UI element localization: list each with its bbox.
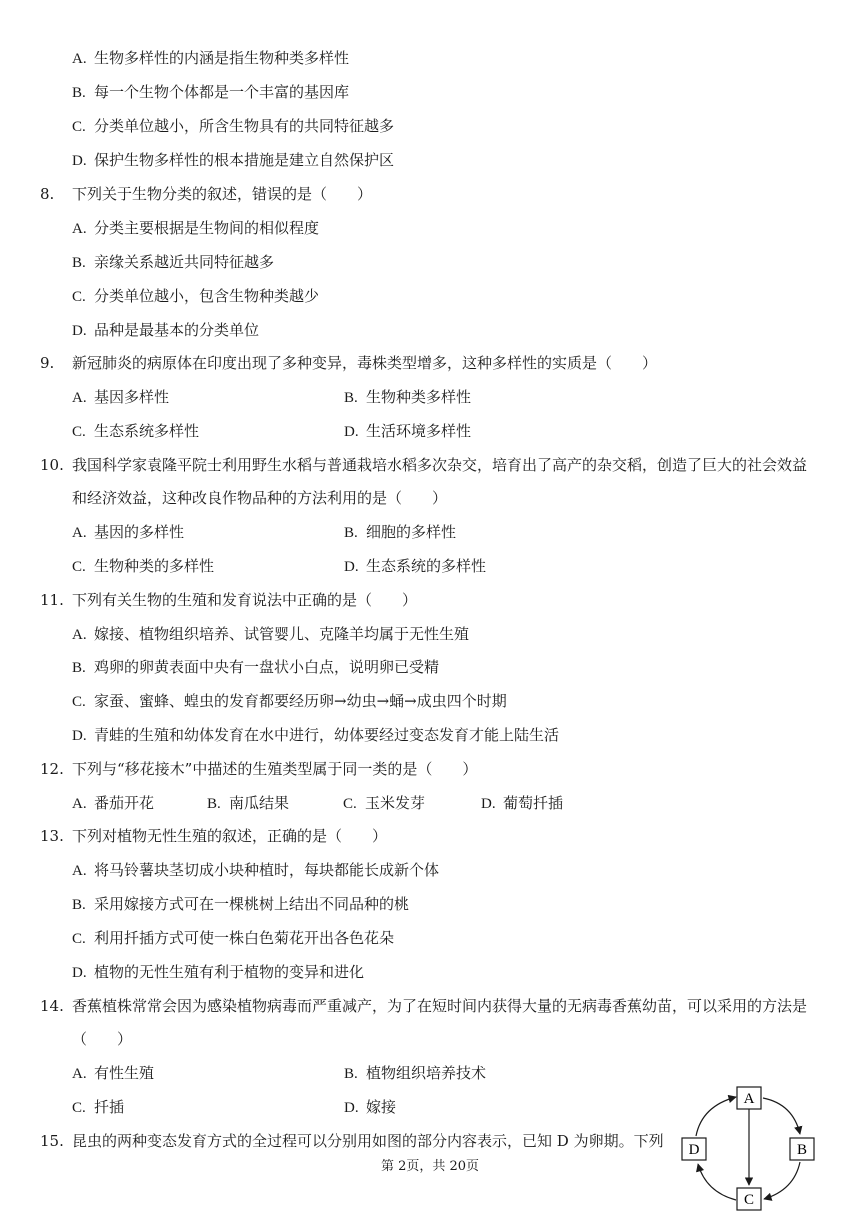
q12-option-a: A. 番茄开花 [72, 794, 155, 812]
q10-stem-line2: 和经济效益，这种改良作物品种的方法利用的是（ ） [72, 489, 448, 507]
q10-option-b: B. 细胞的多样性 [344, 523, 457, 541]
q11-option-b: B. 鸡卵的卵黄表面中央有一盘状小白点，说明卵已受精 [72, 658, 440, 676]
q15-number: 15. [40, 1132, 64, 1150]
q10-option-c: C. 生物种类的多样性 [72, 557, 215, 575]
q14-option-d: D. 嫁接 [344, 1098, 397, 1116]
q7-option-d: D. 保护生物多样性的根本措施是建立自然保护区 [72, 151, 395, 169]
q13-option-c: C. 利用扦插方式可使一株白色菊花开出各色花朵 [72, 929, 395, 947]
q10-option-d: D. 生态系统的多样性 [344, 557, 487, 575]
q7-option-c: C. 分类单位越小，所含生物具有的共同特征越多 [72, 117, 395, 135]
life-cycle-diagram [676, 1082, 822, 1214]
q7-option-b: B. 每一个生物个体都是一个丰富的基因库 [72, 83, 350, 101]
q12-option-b: B. 南瓜结果 [207, 794, 290, 812]
svg-text:A: A [743, 1091, 755, 1107]
q8-option-d: D. 品种是最基本的分类单位 [72, 321, 260, 339]
q11-option-a: A. 嫁接、植物组织培养、试管婴儿、克隆羊均属于无性生殖 [72, 625, 470, 643]
q11-option-d: D. 青蛙的生殖和幼体发育在水中进行，幼体要经过变态发育才能上陆生活 [72, 726, 560, 744]
arrow-a-to-b [763, 1098, 800, 1134]
q13-number: 13. [40, 827, 64, 845]
q11-option-c: C. 家蚕、蜜蜂、蝗虫的发育都要经历卵→幼虫→蛹→成虫四个时期 [72, 692, 507, 710]
q14-number: 14. [40, 997, 64, 1015]
q8-stem: 下列关于生物分类的叙述，错误的是（ ） [72, 185, 373, 203]
q10-number: 10. [40, 456, 64, 474]
q8-option-a: A. 分类主要根据是生物间的相似程度 [72, 219, 320, 237]
q14-stem-line1: 香蕉植株常常会因为感染植物病毒而严重减产，为了在短时间内获得大量的无病毒香蕉幼苗，可以采用的方法是 [72, 997, 808, 1015]
node-b [790, 1138, 814, 1160]
q14-option-c: C. 扦插 [72, 1098, 125, 1116]
q9-option-c: C. 生态系统多样性 [72, 422, 200, 440]
q13-stem: 下列对植物无性生殖的叙述，正确的是（ ） [72, 827, 388, 845]
q13-option-d: D. 植物的无性生殖有利于植物的变异和进化 [72, 963, 365, 981]
q9-option-d: D. 生活环境多样性 [344, 422, 472, 440]
q8-option-c: C. 分类单位越小，包含生物种类越少 [72, 287, 320, 305]
q12-stem: 下列与“移花接木”中描述的生殖类型属于同一类的是（ ） [72, 760, 478, 778]
node-c [737, 1188, 761, 1210]
svg-text:D: D [688, 1142, 700, 1158]
q11-number: 11. [40, 591, 64, 609]
q9-option-a: A. 基因多样性 [72, 388, 170, 406]
q11-stem: 下列有关生物的生殖和发育说法中正确的是（ ） [72, 591, 418, 609]
q8-number: 8. [40, 185, 55, 203]
q13-option-b: B. 采用嫁接方式可在一棵桃树上结出不同品种的桃 [72, 895, 410, 913]
q12-option-d: D. 葡萄扦插 [481, 794, 564, 812]
node-d [682, 1138, 706, 1160]
q13-option-a: A. 将马铃薯块茎切成小块种植时，每块都能长成新个体 [72, 861, 440, 879]
svg-text:C: C [743, 1192, 755, 1208]
q12-option-c: C. 玉米发芽 [343, 794, 426, 812]
q10-option-a: A. 基因的多样性 [72, 523, 185, 541]
q9-stem: 新冠肺炎的病原体在印度出现了多种变异，毒株类型增多，这种多样性的实质是（ ） [72, 354, 658, 372]
q9-number: 9. [40, 354, 55, 372]
q10-stem-line1: 我国科学家袁隆平院士利用野生水稻与普通栽培水稻多次杂交，培育出了高产的杂交稻，创造了巨大的社会效益 [72, 456, 808, 474]
q14-stem-line2: （ ） [72, 1030, 133, 1048]
q7-option-a: A. 生物多样性的内涵是指生物种类多样性 [72, 49, 350, 67]
arrow-d-to-a [696, 1097, 736, 1136]
q9-option-b: B. 生物种类多样性 [344, 388, 472, 406]
page-footer: 第 2页，共 20页 [380, 1159, 480, 1174]
q12-number: 12. [40, 760, 64, 778]
q8-option-b: B. 亲缘关系越近共同特征越多 [72, 253, 275, 271]
q15-stem: 昆虫的两种变态发育方式的全过程可以分别用如图的部分内容表示，已知 D 为卵期。下列 [72, 1132, 664, 1150]
q14-option-b: B. 植物组织培养技术 [344, 1064, 487, 1082]
node-a [737, 1087, 761, 1109]
q14-option-a: A. 有性生殖 [72, 1064, 155, 1082]
svg-text:B: B [796, 1142, 808, 1158]
